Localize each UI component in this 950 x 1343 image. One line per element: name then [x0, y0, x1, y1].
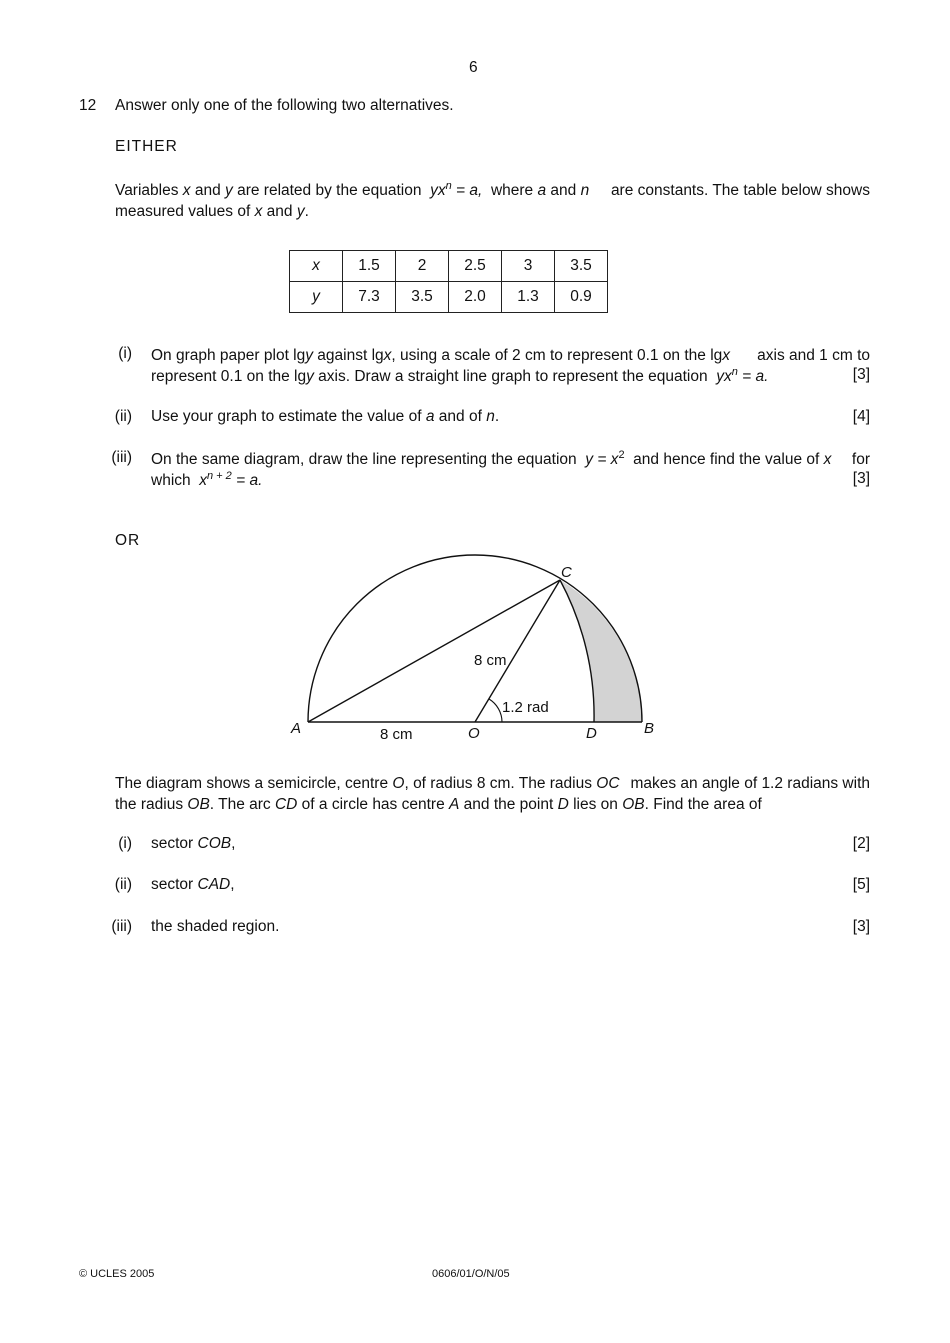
- or-part-ii-text: sector CAD,: [151, 876, 235, 893]
- or-part-iii-mark: [3]: [852, 918, 870, 935]
- label-d: D: [586, 725, 597, 742]
- table-cell: 2.5: [449, 251, 502, 282]
- part-i-mark: [3]: [852, 366, 870, 383]
- table-cell: 3.5: [396, 282, 449, 313]
- table-cell: 3: [502, 251, 555, 282]
- table-cell: 1.3: [502, 282, 555, 313]
- or-part-i-mark: [2]: [852, 835, 870, 852]
- part-i-text: On graph paper plot lgy against lgx, using a scale of 2 cm to represent 0.1 on the lgx axis and 1 cm to represent 0.1 on the lgy axis. Draw a straight line graph to represent the equation $yx^n = a$.: [151, 347, 870, 385]
- shaded-region: [560, 580, 642, 722]
- part-iii-mark: [3]: [852, 470, 870, 487]
- part-ii-mark: [4]: [852, 408, 870, 425]
- footer-code: 0606/01/O/N/05: [432, 1268, 510, 1280]
- label-ao-length: 8 cm: [380, 726, 413, 743]
- or-intro: The diagram shows a semicircle, centre O, of radius 8 cm. The radius OC makes an angle of 1.2 radians with the radius OB. The arc CD of a circle has centre A and the point D lies on OB. Find the area of: [115, 775, 870, 813]
- label-oc-length: 8 cm: [474, 652, 507, 669]
- part-ii-number: (ii): [114, 408, 132, 425]
- table-cell: 2: [396, 251, 449, 282]
- table-cell: 2.0: [449, 282, 502, 313]
- table-cell: 3.5: [555, 251, 608, 282]
- either-heading: EITHER: [115, 138, 178, 155]
- part-i-number: (i): [118, 345, 132, 362]
- angle-marker: [489, 699, 502, 722]
- part-iii-text: On the same diagram, draw the line representing the equation $y = x^2$ and hence find the value of x for which $x^{n + 2} = a$.: [151, 449, 870, 489]
- label-angle: 1.2 rad: [502, 699, 549, 716]
- label-c: C: [561, 564, 572, 581]
- table-cell: 0.9: [555, 282, 608, 313]
- table-cell: 7.3: [343, 282, 396, 313]
- question-instruction: Answer only one of the following two alternatives.: [115, 97, 454, 114]
- part-iii-number: (iii): [111, 449, 132, 466]
- or-part-ii-mark: [5]: [852, 876, 870, 893]
- or-heading: OR: [115, 532, 141, 549]
- label-a: A: [291, 720, 302, 737]
- part-ii-text: Use your graph to estimate the value of a and of n.: [151, 408, 500, 425]
- or-part-ii-number: (ii): [114, 876, 132, 893]
- footer-copyright: © UCLES 2005: [79, 1268, 155, 1280]
- either-intro: Variables x and y are related by the equation $yx^n = a$, where a and n are constants. The table below shows measured values of x and y.: [115, 180, 870, 220]
- question-number: 12: [79, 97, 97, 114]
- table-cell: 1.5: [343, 251, 396, 282]
- or-part-iii-number: (iii): [111, 918, 132, 935]
- label-b: B: [644, 720, 655, 737]
- label-o: O: [468, 725, 480, 742]
- or-part-iii-text: the shaded region.: [151, 918, 280, 935]
- or-part-i-text: sector COB,: [151, 835, 236, 852]
- page-number: 6: [469, 59, 478, 76]
- equation-yxn-a: $yx^n = a$,: [430, 180, 483, 199]
- or-part-i-number: (i): [118, 835, 132, 852]
- table-header-y: y: [290, 282, 343, 313]
- table-header-x: x: [290, 251, 343, 282]
